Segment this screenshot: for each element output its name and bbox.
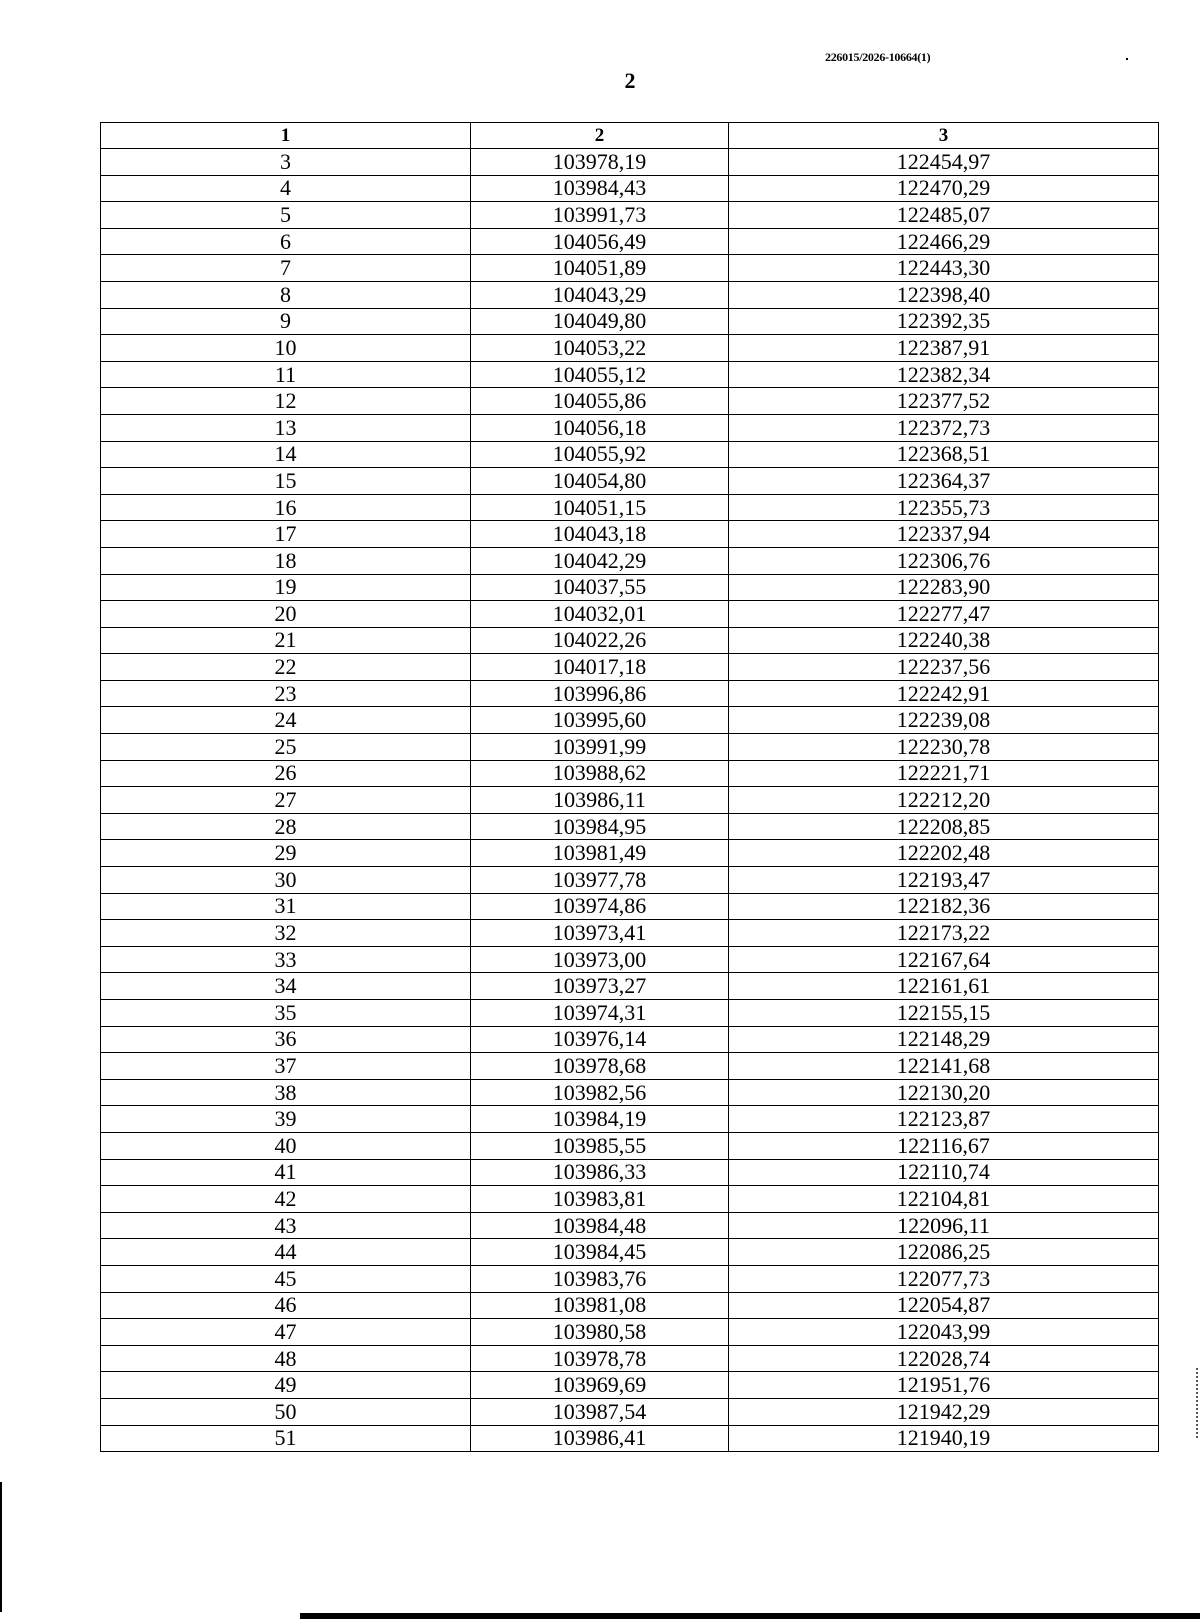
table-row [101, 1345, 1159, 1372]
table-cell-col2: 104055,86 [471, 388, 729, 415]
table-cell-col3: 122173,22 [729, 920, 1159, 947]
table-cell-col2: 103986,33 [471, 1159, 729, 1186]
table-cell-col1: 12 [101, 388, 471, 415]
table-cell-col1: 25 [101, 734, 471, 761]
table-cell-col3: 122470,29 [729, 175, 1159, 202]
table-cell-col2: 103980,58 [471, 1319, 729, 1346]
table-cell-col2: 103983,76 [471, 1265, 729, 1292]
table-cell-col1: 34 [101, 973, 471, 1000]
table-cell-col1: 20 [101, 601, 471, 628]
table-row [101, 946, 1159, 973]
table-row [101, 1026, 1159, 1053]
table-row [101, 361, 1159, 388]
table-cell-col1: 47 [101, 1319, 471, 1346]
table-cell-col1: 15 [101, 468, 471, 495]
table-cell-col1: 5 [101, 202, 471, 229]
table-cell-col3: 122377,52 [729, 388, 1159, 415]
table-row [101, 813, 1159, 840]
table-row [101, 175, 1159, 202]
table-cell-col2: 103974,31 [471, 1000, 729, 1027]
table-row [101, 1186, 1159, 1213]
table-cell-col3: 122230,78 [729, 734, 1159, 761]
table-row [101, 521, 1159, 548]
table-cell-col1: 22 [101, 654, 471, 681]
table-row [101, 627, 1159, 654]
table-cell-col1: 40 [101, 1132, 471, 1159]
table-cell-col3: 122337,94 [729, 521, 1159, 548]
table-cell-col2: 104017,18 [471, 654, 729, 681]
table-cell-col1: 48 [101, 1345, 471, 1372]
table-row [101, 1159, 1159, 1186]
table-cell-col2: 104051,89 [471, 255, 729, 282]
document-number: 226015/2026-10664(1) [825, 50, 931, 64]
table-row [101, 1053, 1159, 1080]
table-cell-col3: 122116,67 [729, 1132, 1159, 1159]
table-cell-col1: 33 [101, 946, 471, 973]
table-cell-col1: 44 [101, 1239, 471, 1266]
table-cell-col3: 122355,73 [729, 494, 1159, 521]
table-cell-col3: 122155,15 [729, 1000, 1159, 1027]
table-cell-col1: 17 [101, 521, 471, 548]
table-cell-col2: 103973,41 [471, 920, 729, 947]
table-cell-col1: 32 [101, 920, 471, 947]
table-row [101, 920, 1159, 947]
table-cell-col3: 122239,08 [729, 707, 1159, 734]
table-cell-col3: 122130,20 [729, 1079, 1159, 1106]
table-cell-col3: 122240,38 [729, 627, 1159, 654]
table-header-row [101, 123, 1159, 149]
table-cell-col1: 7 [101, 255, 471, 282]
table-cell-col1: 6 [101, 228, 471, 255]
table-cell-col3: 122398,40 [729, 281, 1159, 308]
table-cell-col2: 104051,15 [471, 494, 729, 521]
table-cell-col3: 122364,37 [729, 468, 1159, 495]
table-row [101, 281, 1159, 308]
table-cell-col2: 103981,08 [471, 1292, 729, 1319]
table-row [101, 441, 1159, 468]
table-row [101, 335, 1159, 362]
coordinates-table [100, 122, 1159, 1452]
table-cell-col1: 19 [101, 574, 471, 601]
table-cell-col3: 122054,87 [729, 1292, 1159, 1319]
table-row [101, 973, 1159, 1000]
table-cell-col2: 103988,62 [471, 760, 729, 787]
table-row [101, 547, 1159, 574]
table-cell-col1: 51 [101, 1425, 471, 1452]
table-cell-col3: 122208,85 [729, 813, 1159, 840]
table-cell-col3: 122028,74 [729, 1345, 1159, 1372]
table-cell-col3: 122161,61 [729, 973, 1159, 1000]
table-cell-col3: 122277,47 [729, 601, 1159, 628]
table-cell-col3: 122096,11 [729, 1212, 1159, 1239]
table-cell-col2: 103985,55 [471, 1132, 729, 1159]
table-cell-col2: 103986,41 [471, 1425, 729, 1452]
table-cell-col2: 103978,78 [471, 1345, 729, 1372]
table-cell-col3: 122368,51 [729, 441, 1159, 468]
table-cell-col2: 103973,00 [471, 946, 729, 973]
table-cell-col1: 49 [101, 1372, 471, 1399]
table-cell-col3: 122141,68 [729, 1053, 1159, 1080]
table-cell-col2: 103984,95 [471, 813, 729, 840]
table-cell-col1: 30 [101, 867, 471, 894]
table-cell-col3: 122387,91 [729, 335, 1159, 362]
scan-edge-dots [1196, 1368, 1200, 1438]
table-cell-col2: 103984,43 [471, 175, 729, 202]
table-cell-col1: 4 [101, 175, 471, 202]
table-cell-col1: 13 [101, 414, 471, 441]
table-cell-col1: 11 [101, 361, 471, 388]
table-row [101, 1292, 1159, 1319]
table-row [101, 760, 1159, 787]
table-cell-col3: 122237,56 [729, 654, 1159, 681]
table-cell-col3: 122454,97 [729, 149, 1159, 176]
table-row [101, 308, 1159, 335]
table-row [101, 893, 1159, 920]
table-cell-col1: 42 [101, 1186, 471, 1213]
table-cell-col1: 27 [101, 787, 471, 814]
table-cell-col2: 103978,68 [471, 1053, 729, 1080]
table-row [101, 255, 1159, 282]
table-row [101, 388, 1159, 415]
table-row [101, 1106, 1159, 1133]
table-cell-col2: 104049,80 [471, 308, 729, 335]
table-cell-col2: 103984,45 [471, 1239, 729, 1266]
table-cell-col2: 104056,49 [471, 228, 729, 255]
table-cell-col3: 122202,48 [729, 840, 1159, 867]
table-cell-col1: 29 [101, 840, 471, 867]
table-cell-col3: 122104,81 [729, 1186, 1159, 1213]
table-cell-col2: 103983,81 [471, 1186, 729, 1213]
table-cell-col2: 104032,01 [471, 601, 729, 628]
table-cell-col2: 104043,29 [471, 281, 729, 308]
table-cell-col2: 104022,26 [471, 627, 729, 654]
table-cell-col2: 103991,73 [471, 202, 729, 229]
table-row [101, 601, 1159, 628]
table-row [101, 149, 1159, 176]
table-cell-col2: 103986,11 [471, 787, 729, 814]
table-cell-col3: 122382,34 [729, 361, 1159, 388]
header-cell-3: 3 [729, 123, 1159, 149]
table-row [101, 414, 1159, 441]
table-cell-col2: 104042,29 [471, 547, 729, 574]
table-cell-col2: 104054,80 [471, 468, 729, 495]
table-cell-col3: 122242,91 [729, 680, 1159, 707]
table-cell-col3: 122193,47 [729, 867, 1159, 894]
table-row [101, 734, 1159, 761]
table-row [101, 1079, 1159, 1106]
table-cell-col2: 103984,19 [471, 1106, 729, 1133]
table-cell-col1: 31 [101, 893, 471, 920]
page-number: 2 [624, 68, 636, 93]
table-row [101, 867, 1159, 894]
table-cell-col1: 46 [101, 1292, 471, 1319]
table-cell-col3: 122306,76 [729, 547, 1159, 574]
table-cell-col3: 121942,29 [729, 1398, 1159, 1425]
table-row [101, 787, 1159, 814]
scan-bottom-line [300, 1613, 1200, 1619]
table-row [101, 1239, 1159, 1266]
table-cell-col2: 103969,69 [471, 1372, 729, 1399]
table-row [101, 1372, 1159, 1399]
table-cell-col2: 103977,78 [471, 867, 729, 894]
table-cell-col3: 121940,19 [729, 1425, 1159, 1452]
table-cell-col1: 41 [101, 1159, 471, 1186]
table-cell-col1: 37 [101, 1053, 471, 1080]
table-cell-col1: 50 [101, 1398, 471, 1425]
table-row [101, 228, 1159, 255]
table-cell-col3: 121951,76 [729, 1372, 1159, 1399]
table-cell-col1: 10 [101, 335, 471, 362]
table-cell-col1: 24 [101, 707, 471, 734]
table-row [101, 680, 1159, 707]
table-row [101, 468, 1159, 495]
table-row [101, 1398, 1159, 1425]
table-row [101, 1132, 1159, 1159]
table-cell-col3: 122392,35 [729, 308, 1159, 335]
table-cell-col1: 8 [101, 281, 471, 308]
table-cell-col3: 122086,25 [729, 1239, 1159, 1266]
table-cell-col2: 103978,19 [471, 149, 729, 176]
table-cell-col1: 36 [101, 1026, 471, 1053]
table-cell-col1: 45 [101, 1265, 471, 1292]
table-cell-col3: 122182,36 [729, 893, 1159, 920]
table-cell-col2: 103996,86 [471, 680, 729, 707]
table-row [101, 1000, 1159, 1027]
table-cell-col1: 38 [101, 1079, 471, 1106]
table-body [101, 149, 1159, 1452]
table-cell-col2: 103984,48 [471, 1212, 729, 1239]
table-row [101, 1265, 1159, 1292]
table-row [101, 1425, 1159, 1452]
header-cell-1: 1 [101, 123, 471, 149]
table-cell-col2: 103987,54 [471, 1398, 729, 1425]
table-cell-col1: 9 [101, 308, 471, 335]
table-cell-col1: 14 [101, 441, 471, 468]
table-cell-col1: 18 [101, 547, 471, 574]
table-row [101, 494, 1159, 521]
table-cell-col1: 28 [101, 813, 471, 840]
scan-edge-mark [0, 1482, 2, 1612]
table-cell-col2: 103995,60 [471, 707, 729, 734]
table-row [101, 654, 1159, 681]
table-cell-col3: 122212,20 [729, 787, 1159, 814]
table-cell-col3: 122123,87 [729, 1106, 1159, 1133]
table-cell-col3: 122485,07 [729, 202, 1159, 229]
table-cell-col2: 103991,99 [471, 734, 729, 761]
table-cell-col2: 104053,22 [471, 335, 729, 362]
table-cell-col1: 23 [101, 680, 471, 707]
table-cell-col2: 104055,92 [471, 441, 729, 468]
scan-dot [1126, 58, 1128, 60]
table-row [101, 574, 1159, 601]
table-cell-col3: 122372,73 [729, 414, 1159, 441]
header-cell-2: 2 [471, 123, 729, 149]
table-cell-col2: 103974,86 [471, 893, 729, 920]
table-cell-col1: 43 [101, 1212, 471, 1239]
table-cell-col3: 122443,30 [729, 255, 1159, 282]
table-cell-col2: 104037,55 [471, 574, 729, 601]
table-cell-col3: 122148,29 [729, 1026, 1159, 1053]
table-cell-col1: 26 [101, 760, 471, 787]
table-row [101, 1319, 1159, 1346]
table-cell-col2: 103981,49 [471, 840, 729, 867]
table-row [101, 840, 1159, 867]
table-cell-col1: 3 [101, 149, 471, 176]
table-cell-col2: 104055,12 [471, 361, 729, 388]
table-cell-col1: 35 [101, 1000, 471, 1027]
table-cell-col3: 122283,90 [729, 574, 1159, 601]
table-cell-col2: 103973,27 [471, 973, 729, 1000]
table-cell-col1: 21 [101, 627, 471, 654]
table-cell-col3: 122110,74 [729, 1159, 1159, 1186]
table-cell-col2: 103976,14 [471, 1026, 729, 1053]
table-cell-col3: 122167,64 [729, 946, 1159, 973]
table-cell-col2: 104043,18 [471, 521, 729, 548]
table-cell-col1: 39 [101, 1106, 471, 1133]
table-cell-col3: 122043,99 [729, 1319, 1159, 1346]
table-row [101, 202, 1159, 229]
table-row [101, 707, 1159, 734]
table-cell-col3: 122466,29 [729, 228, 1159, 255]
table-cell-col2: 104056,18 [471, 414, 729, 441]
table-cell-col3: 122077,73 [729, 1265, 1159, 1292]
table-cell-col2: 103982,56 [471, 1079, 729, 1106]
table-row [101, 1212, 1159, 1239]
table-cell-col3: 122221,71 [729, 760, 1159, 787]
table-cell-col1: 16 [101, 494, 471, 521]
